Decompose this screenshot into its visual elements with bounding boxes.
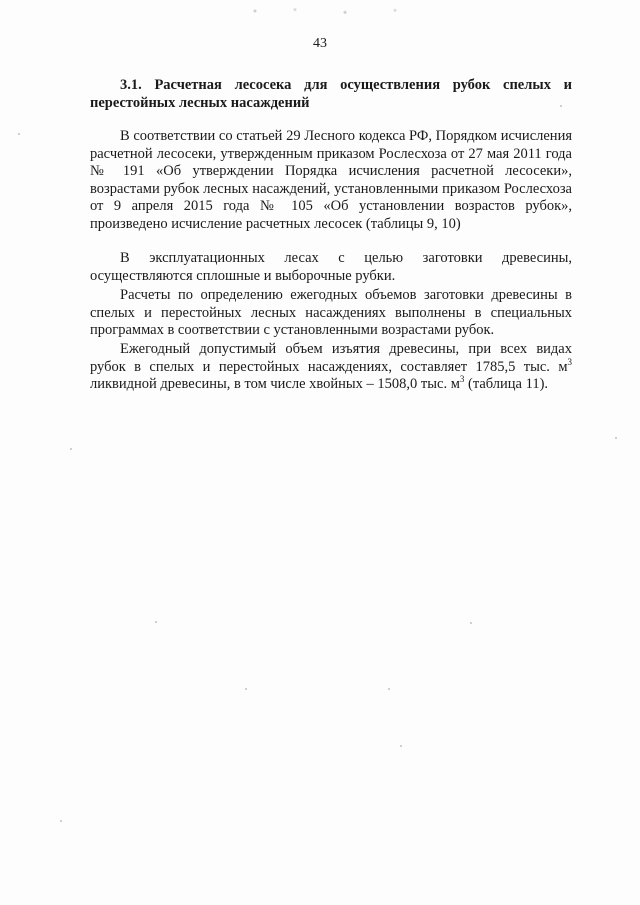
annual-volume-text-3: (таблица 11). [464,376,549,393]
scan-speck [245,688,247,690]
section-heading: 3.1. Расчетная лесосека для осуществления рубок спелых и перестойных лесных насаждений [90,77,572,111]
scan-speck [470,622,472,624]
annual-volume-text-2: ликвидной древесины, в том числе хвойных – 1508,0 тыс. м [90,376,460,393]
paragraph-legal-basis: В соответствии со статьей 29 Лесного кодекса РФ, Порядком исчисления расчетной лесосеки, утвержденным приказом Рослесхоза от 27 мая 2011 года № 191 «Об утверждении Порядка исчисления расчетной лесосеки», возрастами рубок лесных насаждений, установленными приказом Рослесхоза от 9 апреля 2015 года № 105 «Об установлении возрастов рубок», произведено исчисление расчетных лесосек (таблицы 9, 10) [90,128,572,232]
annual-volume-text-1: Ежегодный допустимый объем изъятия древесины, при всех видах рубок в спелых и перестойных насаждениях, составляет 1785,5 тыс. м [90,341,572,375]
scan-speck [615,437,617,439]
superscript-cubic-1: 3 [567,356,572,367]
scan-speck [155,621,157,623]
paragraph-felling-types: В эксплуатационных лесах с целью заготовки древесины, осуществляются сплошные и выборочные рубки. [90,250,572,284]
scan-speck [60,820,62,822]
scan-speck [400,745,402,747]
paragraph-calculations: Расчеты по определению ежегодных объемов заготовки древесины в спелых и перестойных лесных насаждениях выполнены в специальных программах в соответствии с установленными возрастами рубок. [90,287,572,339]
scan-speck [70,448,72,450]
scan-artifact [235,4,435,18]
superscript-cubic-2: 3 [459,374,465,385]
scan-speck [560,105,562,107]
page-number: 43 [313,36,327,51]
paragraph-annual-volume [90,341,572,394]
scan-speck [18,133,20,135]
scan-speck [388,688,390,690]
